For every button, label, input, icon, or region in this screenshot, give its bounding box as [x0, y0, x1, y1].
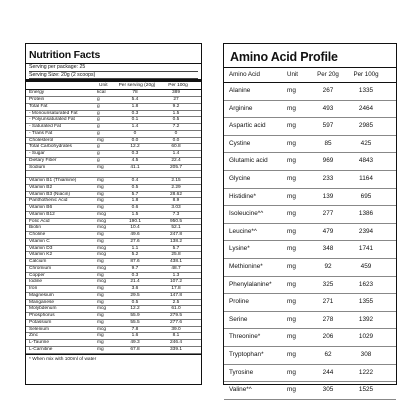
amino-acid-name: Arginine — [229, 104, 253, 112]
nutrient-name: Vitamin B6 — [29, 205, 53, 211]
per-100g-value: 52.1 — [171, 225, 181, 231]
per-serving-value: 67.8 — [130, 346, 140, 352]
nutrient-unit: mcg — [97, 218, 107, 224]
amino-unit: mg — [287, 245, 296, 253]
nutrient-unit: mg — [97, 319, 104, 325]
table-row — [224, 118, 396, 136]
per-serving-value: 55.5 — [130, 319, 140, 325]
per-100g-value: 17.8 — [171, 286, 181, 292]
per-serving-value: 0.3 — [131, 272, 139, 278]
amino-table — [224, 67, 396, 400]
per-20g-value: 244 — [322, 368, 334, 376]
nutrient-unit: mcg — [97, 326, 107, 332]
per-serving-value: 0.1 — [131, 117, 139, 123]
table-row — [224, 101, 396, 119]
per-serving-value: 0.0 — [131, 137, 139, 143]
per-100g-value: 1623 — [358, 280, 374, 288]
header-unit: Unit — [287, 71, 299, 78]
table-row — [26, 259, 201, 266]
nutrient-unit: mcg — [97, 245, 107, 251]
per-20g-value: 348 — [322, 245, 334, 253]
amino-unit: mg — [287, 210, 296, 218]
per-serving-value: 0.4 — [131, 178, 139, 184]
nutrient-unit: g — [97, 97, 100, 103]
per-serving-value: 55.9 — [130, 313, 140, 319]
table-row — [26, 165, 201, 172]
per-20g-value: 277 — [322, 210, 334, 218]
nutrient-name: Vitamin B2 — [29, 184, 53, 190]
amino-unit: mg — [287, 386, 296, 394]
amino-acid-panel — [223, 43, 397, 394]
per-100g-value: 695 — [360, 192, 372, 200]
header-amino-acid: Amino Acid — [229, 71, 260, 78]
header-per-serving: Per serving (20g) — [118, 83, 156, 89]
per-100g-value: 339.1 — [169, 346, 182, 352]
serving-per-package: Serving per package: 25 — [29, 64, 198, 72]
amino-unit: mg — [287, 192, 296, 200]
nutrient-unit: mg — [97, 232, 104, 238]
per-100g-value: 950.5 — [169, 218, 182, 224]
per-100g-value: 205.7 — [169, 164, 182, 170]
header-per-20g: Per 20g — [317, 71, 339, 78]
per-100g-value: 1355 — [358, 298, 374, 306]
per-100g-value: 1164 — [359, 174, 373, 182]
table-row — [26, 131, 201, 138]
amino-unit: mg — [287, 87, 296, 94]
per-100g-value: 2.5 — [172, 299, 180, 305]
nutrient-unit: g — [97, 151, 100, 157]
nutrient-name: - Trans Fat — [29, 130, 53, 136]
nutrient-unit: mcg — [97, 252, 107, 258]
table-row — [26, 293, 201, 300]
amino-unit: mg — [287, 350, 296, 358]
per-20g-value: 62 — [324, 350, 332, 358]
per-100g-value: 3.03 — [171, 205, 181, 211]
nutrient-unit: mcg — [97, 306, 107, 312]
per-serving-value: 29.5 — [130, 292, 140, 298]
per-100g-value: 0.0 — [172, 137, 180, 143]
nutrient-unit: mg — [97, 292, 104, 298]
per-100g-value: 2985 — [358, 122, 374, 130]
amino-acid-name: Lysine* — [229, 245, 250, 253]
per-20g-value: 271 — [322, 298, 334, 306]
per-100g-value: 0.5 — [172, 117, 180, 123]
per-serving-value: 27.6 — [130, 238, 140, 244]
per-100g-value: 1.5 — [172, 110, 180, 116]
table-row — [224, 277, 396, 295]
nutrient-unit: mg — [97, 137, 104, 143]
table-row — [224, 189, 396, 207]
nutrient-name: Vitamin K2 — [29, 252, 53, 258]
table-row — [26, 205, 201, 212]
amino-rows — [224, 83, 396, 400]
nutrient-name: Vitamin B3 (Niacin) — [29, 191, 70, 197]
nutrient-name: Molybdenum — [29, 306, 57, 312]
per-20g-value: 969 — [322, 157, 334, 165]
nutrient-unit: mg — [97, 198, 104, 204]
nutrient-name: Cholesterol — [29, 137, 54, 143]
amino-acid-name: Leucine*^ — [229, 227, 257, 235]
per-serving-value: 0.6 — [131, 205, 139, 211]
nutrient-name: Panthothenic Acid — [29, 198, 68, 204]
table-row — [224, 294, 396, 312]
per-100g-value: 4843 — [358, 157, 374, 165]
per-100g-value: 138.2 — [169, 238, 182, 244]
nutrient-unit: g — [97, 103, 100, 109]
per-20g-value: 267 — [322, 87, 334, 94]
per-20g-value: 139 — [322, 192, 334, 200]
per-serving-value: 190.1 — [128, 218, 141, 224]
amino-acid-name: Glycine — [229, 174, 251, 182]
nutrient-name: L-Taurine — [29, 340, 49, 346]
nutrient-name — [29, 171, 97, 177]
per-100g-value: 107.2 — [169, 279, 182, 285]
per-100g-value: 0 — [174, 130, 178, 136]
nutrition-table — [26, 79, 201, 353]
per-100g-value: 60.8 — [171, 144, 181, 150]
nutrient-unit: mg — [97, 333, 104, 339]
nutrient-unit: mg — [97, 272, 104, 278]
nutrient-name: Selenium — [29, 326, 49, 332]
per-20g-value: 278 — [322, 315, 334, 323]
per-20g-value: 92 — [324, 262, 332, 270]
nutrient-name: - Polyunsaturated Fat — [29, 117, 75, 123]
amino-acid-name: Threonine* — [229, 333, 261, 341]
amino-unit: mg — [287, 157, 296, 165]
nutrient-unit: mg — [97, 286, 104, 292]
nutrient-unit: g — [97, 124, 100, 130]
amino-acid-name: Methionine* — [229, 262, 263, 270]
per-serving-value: 1.8 — [131, 103, 139, 109]
amino-unit: mg — [287, 368, 296, 376]
nutrient-name: Vitamin C — [29, 238, 50, 244]
table-row — [224, 153, 396, 171]
amino-unit: mg — [287, 227, 296, 235]
nutrient-name: Protein — [29, 97, 45, 103]
nutrient-unit: mg — [97, 184, 104, 190]
per-serving-value: 10.4 — [130, 225, 140, 231]
nutrient-name: Zinc — [29, 333, 39, 339]
nutrient-name: Biotin — [29, 225, 41, 231]
header-name — [29, 83, 99, 88]
per-100g-value: 1386 — [358, 210, 374, 218]
per-serving-value: 78 — [132, 90, 138, 96]
per-100g-value: 308 — [360, 350, 372, 358]
amino-unit: mg — [287, 280, 296, 288]
per-100g-value: 5.7 — [172, 245, 180, 251]
per-100g-value: 25.8 — [171, 252, 181, 258]
per-100g-value: 28.62 — [169, 191, 182, 197]
table-row — [224, 136, 396, 154]
nutrient-unit: mg — [97, 238, 104, 244]
serving-size: Serving Size: 20g (2 scoops) — [29, 72, 198, 80]
amino-acid-name: Valine*^ — [229, 386, 252, 394]
amino-acid-name: Histidine* — [229, 192, 256, 200]
table-row — [26, 286, 201, 293]
per-100g-value: 2464 — [358, 104, 374, 112]
per-20g-value: 305 — [322, 386, 334, 394]
nutrition-table-header — [26, 82, 201, 89]
table-row — [26, 185, 201, 192]
amino-unit: mg — [287, 298, 296, 306]
per-100g-value: 7.3 — [172, 211, 180, 217]
per-100g-value: 7.2 — [172, 124, 180, 130]
per-100g-value: 1.4 — [172, 151, 180, 157]
amino-unit: mg — [287, 315, 296, 323]
table-row — [26, 212, 201, 219]
nutrient-unit: mcg — [97, 225, 107, 231]
per-20g-value: 597 — [322, 122, 334, 130]
header-unit: Unit — [99, 83, 108, 89]
nutrient-unit — [97, 171, 114, 177]
per-100g-value: 8.9 — [172, 198, 180, 204]
table-row — [26, 151, 201, 158]
per-100g-value: 8.1 — [172, 333, 180, 339]
amino-unit: mg — [287, 174, 296, 182]
nutrient-unit: g — [97, 117, 100, 123]
per-100g-value: 9.2 — [172, 103, 180, 109]
nutrient-unit: g — [97, 144, 100, 150]
per-100g-value: 1.3 — [172, 272, 180, 278]
per-serving-value: 49.6 — [130, 232, 140, 238]
per-serving-value: 21.4 — [130, 279, 140, 285]
per-100g-value: 147.8 — [169, 292, 182, 298]
table-row — [26, 158, 201, 165]
nutrient-unit: mg — [97, 259, 104, 265]
amino-acid-name: Tryptophan* — [229, 350, 264, 358]
header-per-100g: Per 100g — [168, 83, 188, 89]
nutrient-name: Vitamin B1 (Thiamine) — [29, 178, 77, 184]
header-per-100g: Per 100g — [353, 71, 379, 78]
per-20g-value: 85 — [324, 139, 332, 147]
nutrient-name: Total Carbohydrates — [29, 144, 72, 150]
nutrient-unit: mg — [97, 313, 104, 319]
per-100g-value: 1741 — [358, 245, 374, 253]
table-row — [224, 312, 396, 330]
nutrient-name: Choline — [29, 232, 46, 238]
per-100g-value: 39.0 — [171, 326, 181, 332]
per-serving-value: 5.7 — [131, 191, 139, 197]
per-100g-value: 1525 — [358, 386, 374, 394]
per-20g-value: 206 — [322, 333, 334, 341]
table-row — [26, 347, 201, 354]
table-row — [26, 124, 201, 131]
per-serving-value: 41.1 — [130, 164, 140, 170]
amino-acid-name: Isoleucine*^ — [229, 210, 264, 218]
per-100g-value: 246.4 — [169, 340, 182, 346]
table-row — [224, 259, 396, 277]
amino-acid-name: Proline — [229, 298, 249, 306]
per-serving-value: 9.7 — [131, 265, 139, 271]
per-serving-value: 1.1 — [131, 245, 139, 251]
amino-unit: mg — [287, 262, 296, 270]
per-100g-value: 279.5 — [169, 313, 182, 319]
table-row — [26, 97, 201, 104]
per-serving-value — [114, 171, 156, 177]
nutrient-name: - Monounsaturated Fat — [29, 110, 78, 116]
nutrient-name: Vitamin D3 — [29, 245, 53, 251]
per-serving-value: 0 — [133, 130, 137, 136]
per-100g-value: 2.29 — [171, 184, 181, 190]
per-100g-value: 438.1 — [169, 259, 182, 265]
per-20g-value: 233 — [322, 174, 334, 182]
amino-acid-name: Glutamic acid — [229, 157, 268, 165]
nutrient-unit: mg — [97, 191, 104, 197]
table-row — [224, 347, 396, 365]
nutrient-name: Calcium — [29, 259, 47, 265]
nutrition-rows — [26, 89, 201, 353]
per-serving-value: 87.6 — [130, 259, 140, 265]
nutrient-name: - Saturated Fat — [29, 124, 61, 130]
table-row — [26, 266, 201, 273]
nutrient-unit: mg — [97, 346, 104, 352]
nutrient-unit: mcg — [97, 211, 107, 217]
nutrient-name: Magnesium — [29, 292, 54, 298]
amino-acid-name: Tyrosine — [229, 368, 254, 376]
nutrient-name: Iron — [29, 286, 38, 292]
table-row — [224, 206, 396, 224]
per-100g-value: 425 — [360, 139, 372, 147]
amino-acid-name: Cystine — [229, 139, 251, 147]
per-100g-value — [156, 171, 196, 177]
per-serving-value: 49.3 — [130, 340, 140, 346]
nutrient-name: Manganese — [29, 299, 55, 305]
per-100g-value: 459 — [360, 262, 372, 270]
per-serving-value: 7.8 — [131, 326, 139, 332]
per-serving-value: 12.2 — [130, 144, 140, 150]
nutrient-name: Dietary Fiber — [29, 157, 57, 163]
nutrient-unit: mg — [97, 205, 104, 211]
nutrient-name: Iodine — [29, 279, 43, 285]
per-serving-value: 0.3 — [131, 151, 139, 157]
table-row — [224, 171, 396, 189]
per-100g-value: 277.6 — [169, 319, 182, 325]
per-20g-value: 493 — [322, 104, 334, 112]
table-row — [26, 320, 201, 327]
per-100g-value: 247.8 — [169, 232, 182, 238]
nutrient-name: Sodium — [29, 164, 46, 170]
nutrient-name: - Sugar — [29, 151, 45, 157]
table-row — [26, 340, 201, 347]
per-100g-value: 48.7 — [171, 265, 181, 271]
nutrient-unit: g — [97, 130, 100, 136]
amino-acid-title: Amino Acid Profile — [230, 50, 338, 64]
per-serving-value: 12.2 — [130, 306, 140, 312]
serving-info — [26, 63, 201, 79]
per-serving-value: 0.5 — [131, 299, 139, 305]
table-row — [224, 241, 396, 259]
amino-unit: mg — [287, 122, 296, 130]
nutrition-facts-panel — [25, 43, 202, 385]
nutrient-name: Copper — [29, 272, 45, 278]
per-20g-value: 479 — [322, 227, 334, 235]
amino-acid-name: Aspartic acid — [229, 122, 266, 130]
amino-unit: mg — [287, 104, 296, 112]
nutrient-unit: mcg — [97, 279, 107, 285]
amino-table-header — [224, 68, 396, 83]
per-serving-value: 5.2 — [131, 252, 139, 258]
table-row — [224, 382, 396, 400]
amino-acid-name: Alanine — [229, 87, 251, 94]
nutrient-name: Total Fat — [29, 103, 48, 109]
per-serving-value: 1.4 — [131, 124, 139, 130]
table-row — [26, 104, 201, 111]
per-100g-value: 1029 — [358, 333, 374, 341]
per-serving-value: 0.3 — [131, 110, 139, 116]
nutrient-unit: mcg — [97, 265, 107, 271]
per-100g-value: 61.0 — [171, 306, 181, 312]
nutrition-facts-title: Nutrition Facts — [29, 49, 101, 61]
table-row — [224, 365, 396, 383]
nutrient-name: Folic Acid — [29, 218, 50, 224]
table-row — [224, 83, 396, 101]
per-100g-value: 1392 — [358, 315, 374, 323]
nutrient-unit: mg — [97, 164, 104, 170]
nutrient-name: Phosphorus — [29, 313, 55, 319]
nutrient-unit: kcal — [97, 90, 106, 96]
nutrient-unit: g — [97, 157, 100, 163]
amino-unit: mg — [287, 139, 296, 147]
nutrient-name: Potassium — [29, 319, 52, 325]
nutrient-unit: mg — [97, 178, 104, 184]
amino-acid-name: Phenylalanine* — [229, 280, 272, 288]
per-20g-value: 325 — [322, 280, 334, 288]
nutrient-unit: mg — [97, 299, 104, 305]
per-serving-value: 1.8 — [131, 198, 139, 204]
per-100g-value: 2394 — [358, 227, 374, 235]
amino-unit: mg — [287, 333, 296, 341]
per-100g-value: 2.15 — [171, 178, 181, 184]
per-100g-value: 27 — [173, 97, 179, 103]
table-row — [26, 313, 201, 320]
amino-acid-name: Serine — [229, 315, 248, 323]
table-row — [26, 178, 201, 185]
per-serving-value: 4.5 — [131, 157, 139, 163]
nutrient-unit: g — [97, 110, 100, 116]
per-100g-value: 389 — [171, 90, 180, 96]
per-serving-value: 5.4 — [131, 97, 139, 103]
table-row — [224, 329, 396, 347]
table-row — [26, 232, 201, 239]
nutrient-name: Vitamin B12 — [29, 211, 55, 217]
nutrient-name: Chromium — [29, 265, 52, 271]
nutrient-name: L-Carnitine — [29, 346, 53, 352]
nutrient-name: Energy — [29, 90, 45, 96]
per-100g-value: 1335 — [358, 87, 374, 94]
nutrient-unit: mg — [97, 340, 104, 346]
per-serving-value: 0.5 — [131, 184, 139, 190]
per-serving-value: 1.6 — [131, 333, 139, 339]
per-100g-value: 22.4 — [171, 157, 181, 163]
per-100g-value: 1222 — [358, 368, 374, 376]
nutrition-footnote: * When mix with 100ml of water — [26, 354, 201, 364]
per-serving-value: 1.5 — [131, 211, 139, 217]
table-row — [26, 239, 201, 246]
table-row — [224, 224, 396, 242]
per-serving-value: 3.6 — [131, 286, 139, 292]
